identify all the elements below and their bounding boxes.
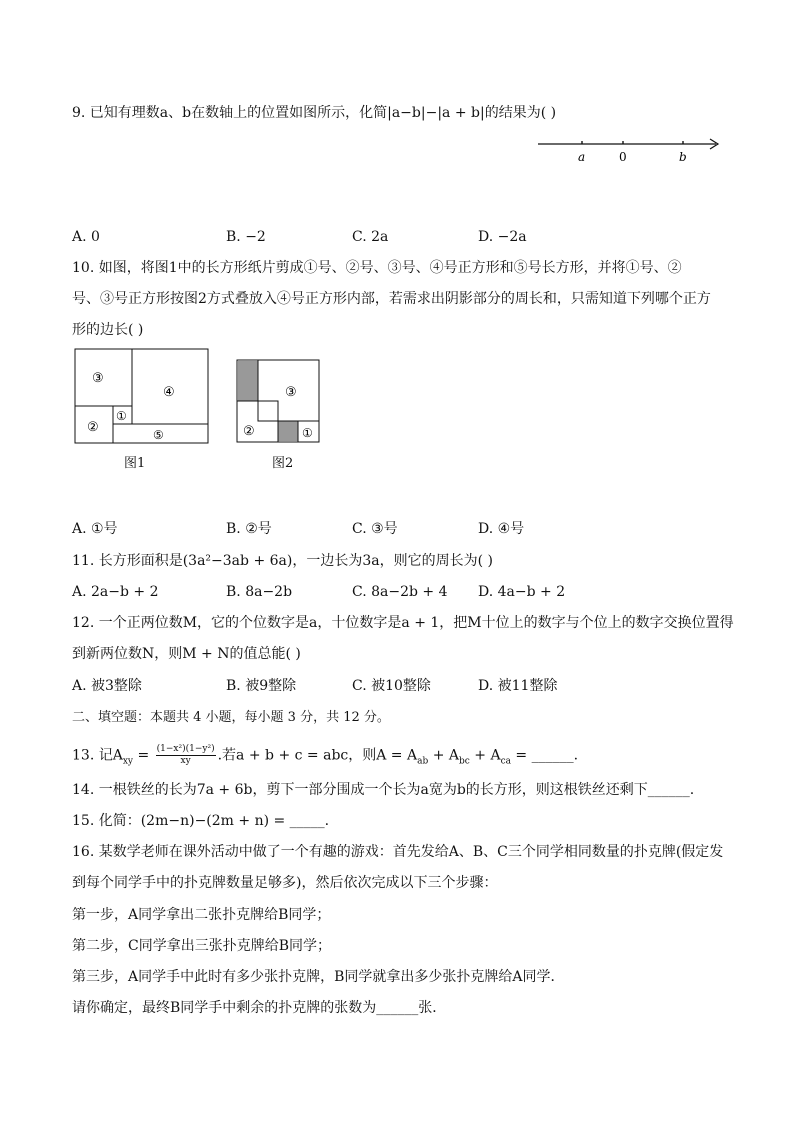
q13-denominator: xy xyxy=(180,756,191,766)
q13-suffix: .若a + b + c = abc，则A = A xyxy=(217,747,418,764)
q13-s3: ca xyxy=(500,756,511,767)
question-12-line-1: 12. 一个正两位数M，它的个位数字是a，十位数字是a + 1，把M十位上的数字与个位上的数字交换位置得 xyxy=(72,615,734,631)
fig1-label-1: ① xyxy=(116,409,127,423)
question-16-line-4: 第二步，C同学拿出三张扑克牌给B同学； xyxy=(72,938,331,954)
figure-2 xyxy=(236,359,322,445)
fig1-label-3: ③ xyxy=(92,371,104,386)
shaded-region-1 xyxy=(238,361,258,401)
fig1-label-2: ② xyxy=(87,420,99,435)
q13-fraction xyxy=(156,744,216,767)
question-14-text: 14. 一根铁丝的长为7a + 6b，剪下一部分围成一个长为a宽为b的长方形，则这根铁丝还剩下______. xyxy=(72,782,695,798)
q10-option-a: A. ①号 xyxy=(72,521,118,537)
section-2-title: 二、填空题：本题共 4 小题，每小题 3 分，共 12 分。 xyxy=(72,710,390,725)
question-13 xyxy=(72,744,578,770)
q13-numerator: (1−x²)(1−y²) xyxy=(156,744,215,754)
label-a: a xyxy=(578,150,586,164)
label-0: 0 xyxy=(619,150,627,164)
q12-option-a: A. 被3整除 xyxy=(72,678,142,694)
figure-2-caption: 图2 xyxy=(272,456,294,471)
q13-plus2: + A xyxy=(469,747,501,764)
q9-option-a: A. 0 xyxy=(72,229,100,245)
question-16-line-1: 16. 某数学老师在课外活动中做了一个有趣的游戏：首先发给A、B、C三个同学相同数量的扑克牌(假定发 xyxy=(72,844,724,860)
q10-option-d: D. ④号 xyxy=(478,521,525,537)
q9-option-d: D. −2a xyxy=(478,229,527,245)
question-16-line-3: 第一步，A同学拿出二张扑克牌给B同学； xyxy=(72,907,331,923)
q12-option-b: B. 被9整除 xyxy=(226,678,297,694)
number-line-figure xyxy=(532,134,724,168)
q13-sub: xy xyxy=(122,756,133,767)
q12-option-d: D. 被11整除 xyxy=(478,678,558,694)
q10-option-b: B. ②号 xyxy=(226,521,272,537)
q9-option-c: C. 2a xyxy=(352,229,389,245)
question-10-line-2: 号、③号正方形按图2方式叠放入④号正方形内部，若需求出阴影部分的周长和，只需知道下列哪个正方 xyxy=(72,291,711,307)
fig2-label-2: ② xyxy=(243,424,255,439)
question-9-text: 9. 已知有理数a、b在数轴上的位置如图所示，化简|a−b|−|a + b|的结果为( ) xyxy=(72,105,557,121)
question-10-line-3: 形的边长( ) xyxy=(72,322,144,338)
figure-1-caption: 图1 xyxy=(124,456,146,471)
q11-option-c: C. 8a−2b + 4 xyxy=(352,584,448,600)
figure-1 xyxy=(74,348,210,446)
q13-prefix: 13. 记A xyxy=(72,747,123,764)
shaded-region-2 xyxy=(278,421,298,441)
q13-end: = ______. xyxy=(510,747,579,764)
q13-eq: = xyxy=(133,747,154,764)
q13-plus1: + A xyxy=(428,747,459,764)
q11-option-b: B. 8a−2b xyxy=(226,584,293,600)
q10-option-c: C. ③号 xyxy=(352,521,398,537)
q9-option-b: B. −2 xyxy=(226,229,266,245)
question-15-text: 15. 化简：(2m−n)−(2m + n) = _____. xyxy=(72,813,330,829)
question-16-line-2: 到每个同学手中的扑克牌数量足够多)，然后依次完成以下三个步骤： xyxy=(72,875,498,891)
q13-s2: bc xyxy=(459,756,470,767)
question-16-line-5: 第三步，A同学手中此时有多少张扑克牌，B同学就拿出多少张扑克牌给A同学． xyxy=(72,969,565,985)
q12-option-c: C. 被10整除 xyxy=(352,678,431,694)
q11-option-d: D. 4a−b + 2 xyxy=(478,584,566,600)
fig2-label-1: ① xyxy=(302,426,313,440)
question-11-text: 11. 长方形面积是(3a²−3ab + 6a)，一边长为3a，则它的周长为( ) xyxy=(72,553,493,569)
question-16-line-6: 请你确定，最终B同学手中剩余的扑克牌的张数为______张． xyxy=(72,1000,447,1016)
label-b: b xyxy=(679,150,687,164)
fig2-label-3: ③ xyxy=(285,385,297,400)
fig1-label-4: ④ xyxy=(163,385,175,400)
fig1-label-5: ⑤ xyxy=(153,428,164,442)
question-12-line-2: 到新两位数N，则M + N的值总能( ) xyxy=(72,646,301,662)
q13-s1: ab xyxy=(417,756,429,767)
question-10-line-1: 10. 如图，将图1中的长方形纸片剪成①号、②号、③号、④号正方形和⑤号长方形，并将①号、② xyxy=(72,260,682,276)
q11-option-a: A. 2a−b + 2 xyxy=(72,584,159,600)
